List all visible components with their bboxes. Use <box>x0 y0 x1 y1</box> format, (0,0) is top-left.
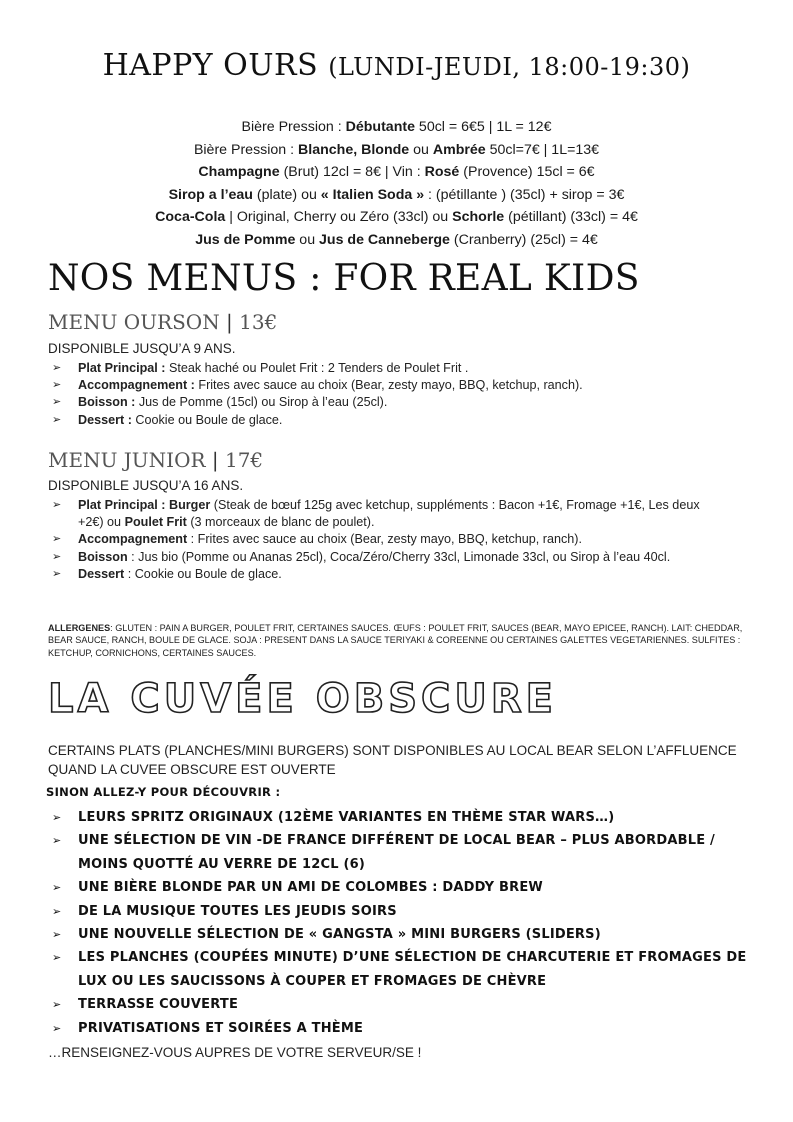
cuvee-intro-text: CERTAINS PLATS (PLANCHES/MINI BURGERS) SONT DISPONIBLES AU LOCAL BEAR SELON L’AFFLUENCE QUAND LA CUVEE OBSCURE EST OUVERTE <box>48 743 737 777</box>
arrowhead-bullet-icon: ➢ <box>52 413 62 426</box>
drink-name: Blanche, Blonde <box>298 141 410 158</box>
arrowhead-bullet-icon: ➢ <box>52 567 62 580</box>
menu-junior-name: MENU JUNIOR <box>48 448 206 472</box>
drink-line <box>0 229 793 252</box>
arrowhead-bullet-icon: ➢ <box>52 951 62 965</box>
menu-item <box>48 394 738 411</box>
menu-item-detail: Jus de Pomme (15cl) ou Sirop à l’eau (25cl). <box>135 395 388 410</box>
cuvee-feature-text: PRIVATISATIONS ET SOIRÉES A THÈME <box>78 1020 364 1036</box>
allergens-text: : GLUTEN : PAIN A BURGER, POULET FRIT, CERTAINES SAUCES. ŒUFS : POULET FRIT, SAUCES (BEAR, MAYO EPICEE, RANCH). LAIT: CHEDDAR, BEAR SAUCE, RANCH, BOULE DE GLACE. SOJA : PRESENT DANS LA SAUCE TERIYAKI & COREENNE OU CERTAINES GALETTES VEGETARIENNES. SULFITES : KETCHUP, CORNICHONS, CERTAINES SAUCES. <box>48 623 743 658</box>
cuvee-feature-item <box>48 1017 748 1040</box>
happy-hour-drinks-list <box>0 116 793 252</box>
drink-line <box>0 139 793 162</box>
menu-item <box>48 377 738 394</box>
arrowhead-bullet-icon: ➢ <box>52 998 62 1012</box>
cuvee-obscure-title: LA CUVÉE OBSCURE <box>48 676 557 722</box>
arrowhead-bullet-icon: ➢ <box>52 904 62 918</box>
drink-detail: Bière Pression : <box>193 141 299 158</box>
cuvee-feature-text: LEURS SPRITZ ORIGINAUX (12ÈME VARIANTES EN THÈME STAR WARS…) <box>78 810 615 825</box>
allergens-note <box>48 622 748 659</box>
drink-line <box>0 184 793 207</box>
cuvee-features-list <box>48 806 748 1040</box>
cuvee-feature-text: UNE BIÈRE BLONDE PAR UN AMI DE COLOMBES : DADDY BREW <box>78 880 543 896</box>
cuvee-lead-text: SINON ALLEZ-Y POUR DÉCOUVRIR : <box>46 785 281 799</box>
drink-detail: (plate) ou <box>252 186 321 203</box>
allergens-label: ALLERGENES <box>48 623 111 633</box>
drink-detail: (Brut) 12cl = 8€ | Vin : <box>279 164 425 181</box>
menu-item-detail: Frites avec sauce au choix (Bear, zesty mayo, BBQ, ketchup, ranch). <box>194 378 583 393</box>
drink-name: Rosé <box>424 164 460 181</box>
arrowhead-bullet-icon: ➢ <box>52 499 62 511</box>
menu-junior-title <box>48 448 263 472</box>
menu-item-detail: (3 morceaux de blanc de poulet). <box>186 515 375 530</box>
menu-ourson-items <box>48 360 738 429</box>
drink-detail: 50cl = 6€5 | 1L = 12€ <box>414 119 552 135</box>
drink-detail: (Provence) 15cl = 6€ <box>459 164 595 181</box>
drink-name: Champagne <box>198 164 280 181</box>
menu-item-detail: Steak haché ou Poulet Frit : 2 Tenders de Poulet Frit . <box>165 361 469 375</box>
menu-item-label: Dessert : <box>78 412 132 427</box>
menu-item-label: Accompagnement : <box>78 378 195 393</box>
menu-item-label: Boisson <box>78 549 128 564</box>
drink-detail: ou <box>295 231 320 248</box>
happy-hour-title-main: HAPPY OURS <box>102 48 329 83</box>
menu-ourson-price: 13€ <box>239 310 278 334</box>
menu-junior-price: 17€ <box>224 448 264 472</box>
menu-item-label: Plat Principal : Burger <box>78 498 211 512</box>
cuvee-feature-text: TERRASSE COUVERTE <box>78 997 239 1013</box>
cuvee-feature-item <box>48 829 748 876</box>
drink-detail: (pétillant) (33cl) = 4€ <box>504 209 638 226</box>
drink-name: Sirop a l’eau <box>168 186 253 203</box>
arrowhead-bullet-icon: ➢ <box>52 811 62 824</box>
drink-detail: Bière Pression : <box>241 119 346 135</box>
footer-note: …RENSEIGNEZ-VOUS AUPRES DE VOTRE SERVEUR/SE ! <box>48 1045 422 1060</box>
drink-name: Ambrée <box>432 141 486 158</box>
menu-item-label: Accompagnement <box>78 532 188 547</box>
menu-item <box>48 531 728 548</box>
menu-ourson-title <box>48 310 277 334</box>
drink-detail: (Cranberry) (25cl) = 4€ <box>449 231 598 248</box>
arrowhead-bullet-icon: ➢ <box>52 396 62 409</box>
menu-item <box>48 497 728 531</box>
drink-name: Jus de Canneberge <box>319 231 450 248</box>
menu-item <box>48 549 728 566</box>
happy-hour-schedule: (LUNDI-JEUDI, 18:00-19:30) <box>328 53 691 81</box>
drink-detail: 50cl=7€ | 1L=13€ <box>485 141 600 158</box>
menu-junior-availability: DISPONIBLE JUSQU’A 16 ANS. <box>48 478 244 493</box>
cuvee-feature-text: UNE NOUVELLE SÉLECTION DE « GANGSTA » MINI BURGERS (SLIDERS) <box>78 927 601 943</box>
menu-item-label: Plat Principal : <box>78 361 166 375</box>
menu-junior-items <box>48 497 728 583</box>
arrowhead-bullet-icon: ➢ <box>52 928 62 942</box>
drink-name: Coca-Cola <box>155 209 226 226</box>
menu-item <box>48 566 728 583</box>
arrowhead-bullet-icon: ➢ <box>52 550 62 563</box>
cuvee-feature-item <box>48 993 748 1016</box>
menu-item-label: Poulet Frit <box>124 515 187 530</box>
drink-name: Jus de Pomme <box>195 231 296 248</box>
kids-menus-heading: NOS MENUS : FOR REAL KIDS <box>48 258 640 299</box>
drink-line <box>0 116 793 139</box>
menu-item-detail: : Cookie ou Boule de glace. <box>124 566 282 581</box>
cuvee-feature-item <box>48 900 748 923</box>
drink-detail: : (pétillante ) (35cl) + sirop = 3€ <box>424 186 625 203</box>
menu-item-detail: (Steak de bœuf 125g avec ketchup, suppléments : Bacon +1€, Fromage +1€, Les deux +2€) ou <box>78 498 700 530</box>
drink-line <box>0 206 793 229</box>
menu-ourson-separator: | <box>219 310 240 334</box>
menu-item-detail: : Frites avec sauce au choix (Bear, zesty mayo, BBQ, ketchup, ranch). <box>187 532 582 547</box>
menu-junior-separator: | <box>205 448 225 472</box>
cuvee-feature-item <box>48 923 748 946</box>
cuvee-feature-text: UNE SÉLECTION DE VIN -DE FRANCE DIFFÉRENT DE LOCAL BEAR – PLUS ABORDABLE / MOINS QUOTTÉ AU VERRE DE 12CL (6) <box>78 833 715 872</box>
cuvee-feature-item <box>48 876 748 899</box>
cuvee-feature-item <box>48 946 748 993</box>
drink-name: Débutante <box>345 119 415 135</box>
drink-detail: ou <box>409 141 433 158</box>
drink-detail: | Original, Cherry ou Zéro (33cl) ou <box>225 209 453 226</box>
menu-item <box>48 360 738 377</box>
drink-name: « Italien Soda » <box>320 186 425 203</box>
cuvee-feature-item <box>48 806 748 829</box>
arrowhead-bullet-icon: ➢ <box>52 379 62 392</box>
arrowhead-bullet-icon: ➢ <box>52 834 62 848</box>
menu-item-label: Boisson : <box>78 395 136 410</box>
menu-item-label: Dessert <box>78 566 125 581</box>
arrowhead-bullet-icon: ➢ <box>52 881 62 895</box>
arrowhead-bullet-icon: ➢ <box>52 362 62 374</box>
happy-hour-title <box>0 48 793 83</box>
cuvee-feature-text: DE LA MUSIQUE TOUTES LES JEUDIS SOIRS <box>78 903 397 919</box>
drink-name: Schorle <box>452 209 505 226</box>
drink-line <box>0 161 793 184</box>
menu-item-detail: : Jus bio (Pomme ou Ananas 25cl), Coca/Zéro/Cherry 33cl, Limonade 33cl, ou Sirop à l’eau 40cl. <box>127 549 671 564</box>
menu-item <box>48 412 738 429</box>
menu-ourson-name: MENU OURSON <box>48 310 220 334</box>
cuvee-feature-text: LES PLANCHES (COUPÉES MINUTE) D’UNE SÉLECTION DE CHARCUTERIE ET FROMAGES DE LUX OU LES SAUCISSONS À COUPER ET FROMAGES DE CHÈVRE <box>78 950 747 989</box>
arrowhead-bullet-icon: ➢ <box>52 533 62 546</box>
menu-item-detail: Cookie ou Boule de glace. <box>131 412 283 427</box>
menu-ourson-availability: DISPONIBLE JUSQU’A 9 ANS. <box>48 341 236 356</box>
arrowhead-bullet-icon: ➢ <box>52 1021 62 1035</box>
